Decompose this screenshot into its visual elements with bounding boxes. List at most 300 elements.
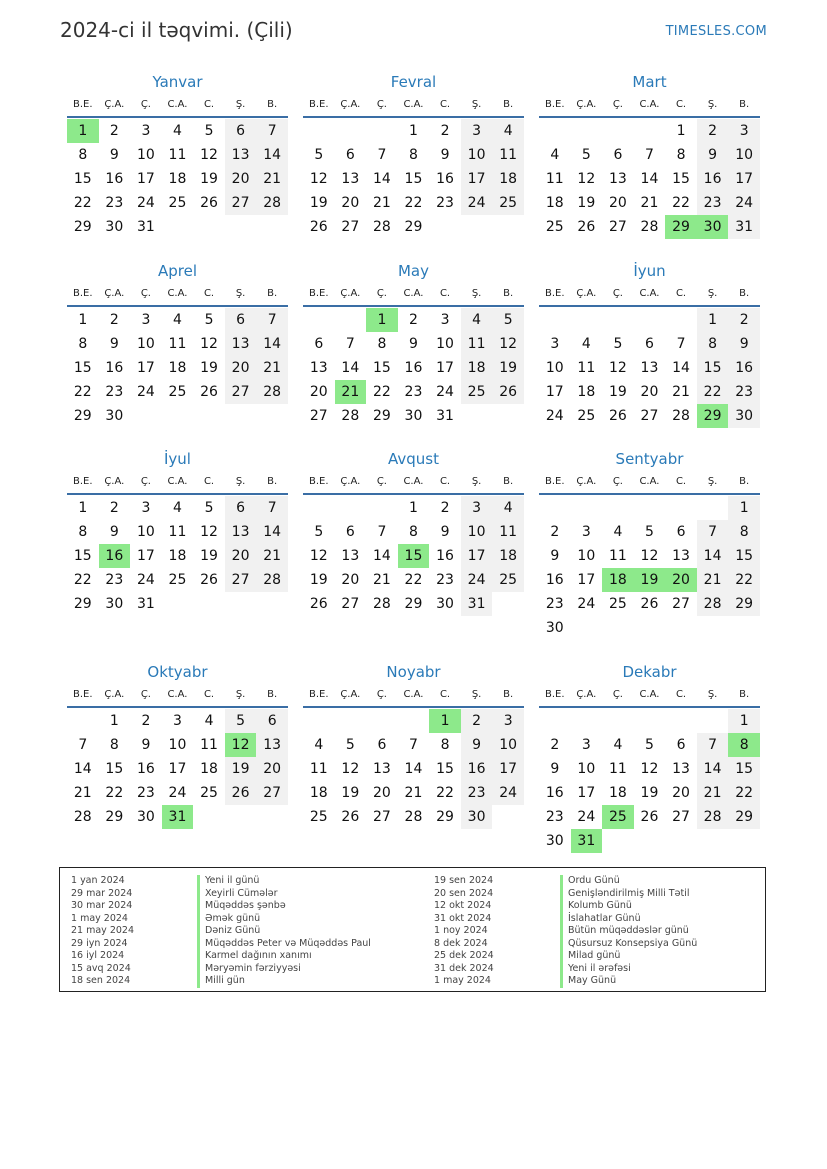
day-cell[interactable]: 18	[608, 785, 627, 801]
day-cell[interactable]: 23	[697, 191, 729, 215]
day-cell[interactable]: 1	[109, 713, 119, 729]
day-cell[interactable]: 4	[461, 308, 493, 332]
day-cell[interactable]: 10	[545, 360, 564, 376]
day-cell[interactable]: 24	[136, 572, 155, 588]
day-cell[interactable]: 25	[608, 596, 627, 612]
day-cell[interactable]: 23	[436, 572, 454, 588]
day-cell[interactable]: 4	[613, 737, 623, 753]
day-cell[interactable]: 29	[728, 592, 760, 616]
day-cell[interactable]: 2	[440, 123, 450, 139]
day-cell[interactable]: 19	[640, 785, 659, 801]
day-cell[interactable]: 29	[404, 596, 423, 612]
day-cell[interactable]: 26	[640, 809, 659, 825]
day-cell[interactable]: 5	[645, 524, 654, 540]
day-cell[interactable]: 2	[109, 123, 119, 139]
day-cell[interactable]: 1	[409, 500, 418, 516]
day-cell[interactable]: 14	[404, 761, 423, 777]
day-cell[interactable]: 9	[728, 332, 760, 356]
day-cell[interactable]: 26	[309, 596, 328, 612]
day-cell[interactable]: 24	[492, 781, 524, 805]
day-cell[interactable]: 29	[404, 219, 423, 235]
day-cell[interactable]: 17	[436, 360, 454, 376]
day-cell[interactable]: 7	[697, 520, 729, 544]
day-cell[interactable]: 20	[225, 356, 257, 380]
day-cell[interactable]: 13	[372, 761, 391, 777]
day-cell[interactable]: 7	[78, 737, 88, 753]
day-cell[interactable]: 30	[404, 408, 423, 424]
day-cell[interactable]: 1	[429, 709, 461, 733]
day-cell[interactable]: 6	[676, 737, 686, 753]
day-cell[interactable]: 10	[168, 737, 187, 753]
day-cell[interactable]: 3	[581, 737, 591, 753]
day-cell[interactable]: 23	[404, 384, 423, 400]
day-cell[interactable]: 17	[545, 384, 564, 400]
day-cell[interactable]: 4	[492, 119, 524, 143]
day-cell[interactable]: 11	[545, 171, 564, 187]
day-cell[interactable]: 6	[613, 147, 623, 163]
day-cell[interactable]: 3	[581, 524, 591, 540]
day-cell[interactable]: 22	[73, 384, 92, 400]
day-cell[interactable]: 19	[309, 572, 328, 588]
day-cell[interactable]: 7	[697, 733, 729, 757]
day-cell[interactable]: 5	[204, 123, 214, 139]
day-cell[interactable]: 9	[461, 733, 493, 757]
day-cell[interactable]: 20	[608, 195, 627, 211]
day-cell[interactable]: 28	[256, 380, 288, 404]
day-cell[interactable]: 23	[545, 596, 564, 612]
day-cell[interactable]: 25	[168, 195, 187, 211]
day-cell[interactable]: 21	[335, 380, 367, 404]
day-cell[interactable]: 12	[640, 548, 659, 564]
day-cell[interactable]: 19	[634, 568, 666, 592]
day-cell[interactable]: 3	[440, 312, 450, 328]
day-cell[interactable]: 7	[409, 737, 418, 753]
day-cell[interactable]: 29	[105, 809, 124, 825]
day-cell[interactable]: 26	[200, 572, 218, 588]
day-cell[interactable]: 16	[436, 548, 454, 564]
day-cell[interactable]: 20	[640, 384, 659, 400]
day-cell[interactable]: 13	[225, 143, 257, 167]
day-cell[interactable]: 30	[461, 805, 493, 829]
day-cell[interactable]: 8	[697, 332, 729, 356]
day-cell[interactable]: 15	[436, 761, 454, 777]
day-cell[interactable]: 7	[345, 336, 355, 352]
day-cell[interactable]: 19	[341, 785, 360, 801]
day-cell[interactable]: 5	[204, 312, 214, 328]
day-cell[interactable]: 22	[404, 572, 423, 588]
day-cell[interactable]: 1	[728, 496, 760, 520]
day-cell[interactable]: 13	[608, 171, 627, 187]
day-cell[interactable]: 19	[225, 757, 257, 781]
day-cell[interactable]: 2	[461, 709, 493, 733]
day-cell[interactable]: 6	[256, 709, 288, 733]
day-cell[interactable]: 24	[461, 568, 493, 592]
day-cell[interactable]: 28	[672, 408, 690, 424]
day-cell[interactable]: 16	[105, 171, 124, 187]
day-cell[interactable]: 22	[73, 195, 92, 211]
day-cell[interactable]: 1	[366, 308, 398, 332]
day-cell[interactable]: 1	[78, 500, 88, 516]
day-cell[interactable]: 28	[404, 809, 423, 825]
day-cell[interactable]: 3	[728, 119, 760, 143]
site-link[interactable]: TIMESLES.COM	[665, 24, 767, 39]
day-cell[interactable]: 13	[341, 548, 360, 564]
day-cell[interactable]: 19	[492, 356, 524, 380]
day-cell[interactable]: 21	[404, 785, 423, 801]
day-cell[interactable]: 9	[550, 548, 560, 564]
day-cell[interactable]: 16	[136, 761, 155, 777]
day-cell[interactable]: 14	[372, 171, 391, 187]
day-cell[interactable]: 25	[602, 805, 634, 829]
day-cell[interactable]: 13	[672, 761, 690, 777]
day-cell[interactable]: 9	[697, 143, 729, 167]
day-cell[interactable]: 3	[492, 709, 524, 733]
day-cell[interactable]: 16	[697, 167, 729, 191]
day-cell[interactable]: 31	[461, 592, 493, 616]
day-cell[interactable]: 26	[492, 380, 524, 404]
day-cell[interactable]: 17	[136, 548, 155, 564]
day-cell[interactable]: 22	[697, 380, 729, 404]
day-cell[interactable]: 12	[492, 332, 524, 356]
day-cell[interactable]: 8	[109, 737, 119, 753]
day-cell[interactable]: 7	[676, 336, 686, 352]
day-cell[interactable]: 15	[404, 171, 423, 187]
day-cell[interactable]: 15	[105, 761, 124, 777]
day-cell[interactable]: 21	[372, 572, 391, 588]
day-cell[interactable]: 18	[492, 544, 524, 568]
day-cell[interactable]: 21	[256, 356, 288, 380]
day-cell[interactable]: 31	[436, 408, 454, 424]
day-cell[interactable]: 15	[697, 356, 729, 380]
day-cell[interactable]: 1	[728, 709, 760, 733]
day-cell[interactable]: 28	[372, 596, 391, 612]
day-cell[interactable]: 31	[136, 219, 155, 235]
day-cell[interactable]: 17	[728, 167, 760, 191]
day-cell[interactable]: 24	[436, 384, 454, 400]
day-cell[interactable]: 17	[168, 761, 187, 777]
day-cell[interactable]: 31	[728, 215, 760, 239]
day-cell[interactable]: 8	[78, 524, 88, 540]
day-cell[interactable]: 16	[545, 572, 564, 588]
day-cell[interactable]: 12	[200, 147, 218, 163]
day-cell[interactable]: 24	[136, 195, 155, 211]
day-cell[interactable]: 25	[577, 408, 596, 424]
day-cell[interactable]: 8	[676, 147, 686, 163]
day-cell[interactable]: 27	[225, 380, 257, 404]
day-cell[interactable]: 7	[256, 119, 288, 143]
day-cell[interactable]: 10	[136, 147, 155, 163]
day-cell[interactable]: 16	[105, 360, 124, 376]
day-cell[interactable]: 27	[225, 191, 257, 215]
day-cell[interactable]: 1	[67, 119, 99, 143]
day-cell[interactable]: 31	[571, 829, 603, 853]
day-cell[interactable]: 3	[461, 496, 493, 520]
day-cell[interactable]: 25	[168, 384, 187, 400]
day-cell[interactable]: 25	[545, 219, 564, 235]
day-cell[interactable]: 11	[608, 761, 627, 777]
day-cell[interactable]: 13	[640, 360, 659, 376]
day-cell[interactable]: 11	[200, 737, 218, 753]
day-cell[interactable]: 24	[545, 408, 564, 424]
day-cell[interactable]: 29	[73, 596, 92, 612]
day-cell[interactable]: 18	[602, 568, 634, 592]
day-cell[interactable]: 12	[309, 171, 328, 187]
day-cell[interactable]: 17	[136, 171, 155, 187]
day-cell[interactable]: 27	[256, 781, 288, 805]
day-cell[interactable]: 12	[200, 336, 218, 352]
day-cell[interactable]: 10	[492, 733, 524, 757]
day-cell[interactable]: 14	[697, 757, 729, 781]
day-cell[interactable]: 29	[436, 809, 454, 825]
day-cell[interactable]: 12	[309, 548, 328, 564]
day-cell[interactable]: 20	[225, 167, 257, 191]
day-cell[interactable]: 16	[99, 544, 131, 568]
day-cell[interactable]: 30	[545, 620, 564, 636]
day-cell[interactable]: 2	[141, 713, 151, 729]
day-cell[interactable]: 27	[341, 219, 360, 235]
day-cell[interactable]: 10	[461, 143, 493, 167]
day-cell[interactable]: 30	[436, 596, 454, 612]
day-cell[interactable]: 4	[314, 737, 324, 753]
day-cell[interactable]: 7	[645, 147, 654, 163]
day-cell[interactable]: 20	[665, 568, 697, 592]
day-cell[interactable]: 18	[492, 167, 524, 191]
day-cell[interactable]: 18	[461, 356, 493, 380]
day-cell[interactable]: 18	[577, 384, 596, 400]
day-cell[interactable]: 27	[309, 408, 328, 424]
day-cell[interactable]: 16	[461, 757, 493, 781]
day-cell[interactable]: 27	[225, 568, 257, 592]
day-cell[interactable]: 20	[672, 785, 690, 801]
day-cell[interactable]: 2	[697, 119, 729, 143]
day-cell[interactable]: 12	[341, 761, 360, 777]
day-cell[interactable]: 6	[345, 147, 355, 163]
day-cell[interactable]: 11	[168, 524, 187, 540]
day-cell[interactable]: 5	[314, 524, 324, 540]
day-cell[interactable]: 3	[173, 713, 182, 729]
day-cell[interactable]: 16	[728, 356, 760, 380]
day-cell[interactable]: 17	[461, 167, 493, 191]
day-cell[interactable]: 9	[440, 147, 450, 163]
day-cell[interactable]: 2	[728, 308, 760, 332]
day-cell[interactable]: 18	[168, 171, 187, 187]
day-cell[interactable]: 27	[672, 809, 690, 825]
day-cell[interactable]: 18	[545, 195, 564, 211]
day-cell[interactable]: 28	[697, 592, 729, 616]
day-cell[interactable]: 6	[377, 737, 387, 753]
day-cell[interactable]: 22	[404, 195, 423, 211]
day-cell[interactable]: 8	[440, 737, 450, 753]
day-cell[interactable]: 29	[697, 404, 729, 428]
day-cell[interactable]: 17	[577, 785, 596, 801]
day-cell[interactable]: 11	[492, 520, 524, 544]
day-cell[interactable]: 18	[168, 548, 187, 564]
day-cell[interactable]: 15	[398, 544, 430, 568]
day-cell[interactable]: 26	[200, 384, 218, 400]
day-cell[interactable]: 13	[256, 733, 288, 757]
day-cell[interactable]: 23	[728, 380, 760, 404]
day-cell[interactable]: 19	[577, 195, 596, 211]
day-cell[interactable]: 26	[608, 408, 627, 424]
day-cell[interactable]: 20	[256, 757, 288, 781]
day-cell[interactable]: 28	[256, 568, 288, 592]
day-cell[interactable]: 4	[173, 123, 182, 139]
day-cell[interactable]: 21	[697, 781, 729, 805]
day-cell[interactable]: 22	[105, 785, 124, 801]
day-cell[interactable]: 19	[200, 360, 218, 376]
day-cell[interactable]: 27	[372, 809, 391, 825]
day-cell[interactable]: 24	[577, 596, 596, 612]
day-cell[interactable]: 13	[672, 548, 690, 564]
day-cell[interactable]: 14	[697, 544, 729, 568]
day-cell[interactable]: 30	[105, 219, 124, 235]
day-cell[interactable]: 21	[256, 544, 288, 568]
day-cell[interactable]: 15	[728, 544, 760, 568]
day-cell[interactable]: 16	[436, 171, 454, 187]
day-cell[interactable]: 9	[550, 761, 560, 777]
day-cell[interactable]: 23	[105, 384, 124, 400]
day-cell[interactable]: 23	[545, 809, 564, 825]
day-cell[interactable]: 7	[256, 308, 288, 332]
day-cell[interactable]: 23	[136, 785, 155, 801]
day-cell[interactable]: 4	[581, 336, 591, 352]
day-cell[interactable]: 1	[409, 123, 418, 139]
day-cell[interactable]: 29	[73, 219, 92, 235]
day-cell[interactable]: 7	[256, 496, 288, 520]
day-cell[interactable]: 14	[256, 332, 288, 356]
day-cell[interactable]: 22	[728, 568, 760, 592]
day-cell[interactable]: 14	[672, 360, 690, 376]
day-cell[interactable]: 2	[109, 500, 119, 516]
day-cell[interactable]: 11	[168, 336, 187, 352]
day-cell[interactable]: 5	[581, 147, 591, 163]
day-cell[interactable]: 2	[440, 500, 450, 516]
day-cell[interactable]: 29	[728, 805, 760, 829]
day-cell[interactable]: 2	[109, 312, 119, 328]
day-cell[interactable]: 24	[577, 809, 596, 825]
day-cell[interactable]: 10	[436, 336, 454, 352]
day-cell[interactable]: 6	[345, 524, 355, 540]
day-cell[interactable]: 12	[640, 761, 659, 777]
day-cell[interactable]: 13	[341, 171, 360, 187]
day-cell[interactable]: 26	[341, 809, 360, 825]
day-cell[interactable]: 9	[109, 336, 119, 352]
day-cell[interactable]: 25	[309, 809, 328, 825]
day-cell[interactable]: 11	[309, 761, 328, 777]
day-cell[interactable]: 20	[372, 785, 391, 801]
day-cell[interactable]: 11	[461, 332, 493, 356]
day-cell[interactable]: 3	[141, 500, 151, 516]
day-cell[interactable]: 21	[672, 384, 690, 400]
day-cell[interactable]: 3	[461, 119, 493, 143]
day-cell[interactable]: 8	[409, 524, 418, 540]
day-cell[interactable]: 10	[136, 336, 155, 352]
day-cell[interactable]: 22	[672, 195, 690, 211]
day-cell[interactable]: 17	[461, 544, 493, 568]
day-cell[interactable]: 25	[492, 191, 524, 215]
day-cell[interactable]: 26	[200, 195, 218, 211]
day-cell[interactable]: 10	[461, 520, 493, 544]
day-cell[interactable]: 26	[640, 596, 659, 612]
day-cell[interactable]: 28	[372, 219, 391, 235]
day-cell[interactable]: 23	[436, 195, 454, 211]
day-cell[interactable]: 2	[550, 524, 560, 540]
day-cell[interactable]: 17	[492, 757, 524, 781]
day-cell[interactable]: 4	[613, 524, 623, 540]
day-cell[interactable]: 25	[492, 568, 524, 592]
day-cell[interactable]: 25	[168, 572, 187, 588]
day-cell[interactable]: 30	[728, 404, 760, 428]
day-cell[interactable]: 5	[204, 500, 214, 516]
day-cell[interactable]: 16	[404, 360, 423, 376]
day-cell[interactable]: 23	[105, 195, 124, 211]
day-cell[interactable]: 28	[341, 408, 360, 424]
day-cell[interactable]: 5	[613, 336, 623, 352]
day-cell[interactable]: 27	[608, 219, 627, 235]
day-cell[interactable]: 9	[109, 147, 119, 163]
day-cell[interactable]: 8	[728, 733, 760, 757]
day-cell[interactable]: 7	[377, 524, 387, 540]
day-cell[interactable]: 8	[78, 147, 88, 163]
day-cell[interactable]: 24	[168, 785, 187, 801]
day-cell[interactable]: 15	[372, 360, 391, 376]
day-cell[interactable]: 23	[461, 781, 493, 805]
day-cell[interactable]: 2	[409, 312, 418, 328]
day-cell[interactable]: 18	[200, 761, 218, 777]
day-cell[interactable]: 11	[168, 147, 187, 163]
day-cell[interactable]: 12	[577, 171, 596, 187]
day-cell[interactable]: 18	[168, 360, 187, 376]
day-cell[interactable]: 13	[225, 332, 257, 356]
day-cell[interactable]: 20	[341, 195, 360, 211]
day-cell[interactable]: 6	[645, 336, 654, 352]
day-cell[interactable]: 21	[372, 195, 391, 211]
day-cell[interactable]: 9	[440, 524, 450, 540]
day-cell[interactable]: 15	[672, 171, 690, 187]
day-cell[interactable]: 30	[105, 596, 124, 612]
day-cell[interactable]: 31	[162, 805, 194, 829]
day-cell[interactable]: 28	[73, 809, 92, 825]
day-cell[interactable]: 29	[73, 408, 92, 424]
day-cell[interactable]: 5	[314, 147, 324, 163]
day-cell[interactable]: 22	[436, 785, 454, 801]
day-cell[interactable]: 26	[225, 781, 257, 805]
day-cell[interactable]: 20	[309, 384, 328, 400]
day-cell[interactable]: 27	[640, 408, 659, 424]
day-cell[interactable]: 26	[577, 219, 596, 235]
day-cell[interactable]: 15	[73, 548, 92, 564]
day-cell[interactable]: 5	[225, 709, 257, 733]
day-cell[interactable]: 21	[697, 568, 729, 592]
day-cell[interactable]: 21	[256, 167, 288, 191]
day-cell[interactable]: 1	[78, 312, 88, 328]
day-cell[interactable]: 3	[141, 312, 151, 328]
day-cell[interactable]: 6	[225, 496, 257, 520]
day-cell[interactable]: 29	[665, 215, 697, 239]
day-cell[interactable]: 13	[309, 360, 328, 376]
day-cell[interactable]: 21	[73, 785, 92, 801]
day-cell[interactable]: 11	[608, 548, 627, 564]
day-cell[interactable]: 13	[225, 520, 257, 544]
day-cell[interactable]: 20	[225, 544, 257, 568]
day-cell[interactable]: 21	[640, 195, 659, 211]
day-cell[interactable]: 15	[73, 171, 92, 187]
day-cell[interactable]: 14	[341, 360, 360, 376]
day-cell[interactable]: 5	[345, 737, 355, 753]
day-cell[interactable]: 25	[461, 380, 493, 404]
day-cell[interactable]: 5	[645, 737, 654, 753]
day-cell[interactable]: 7	[377, 147, 387, 163]
